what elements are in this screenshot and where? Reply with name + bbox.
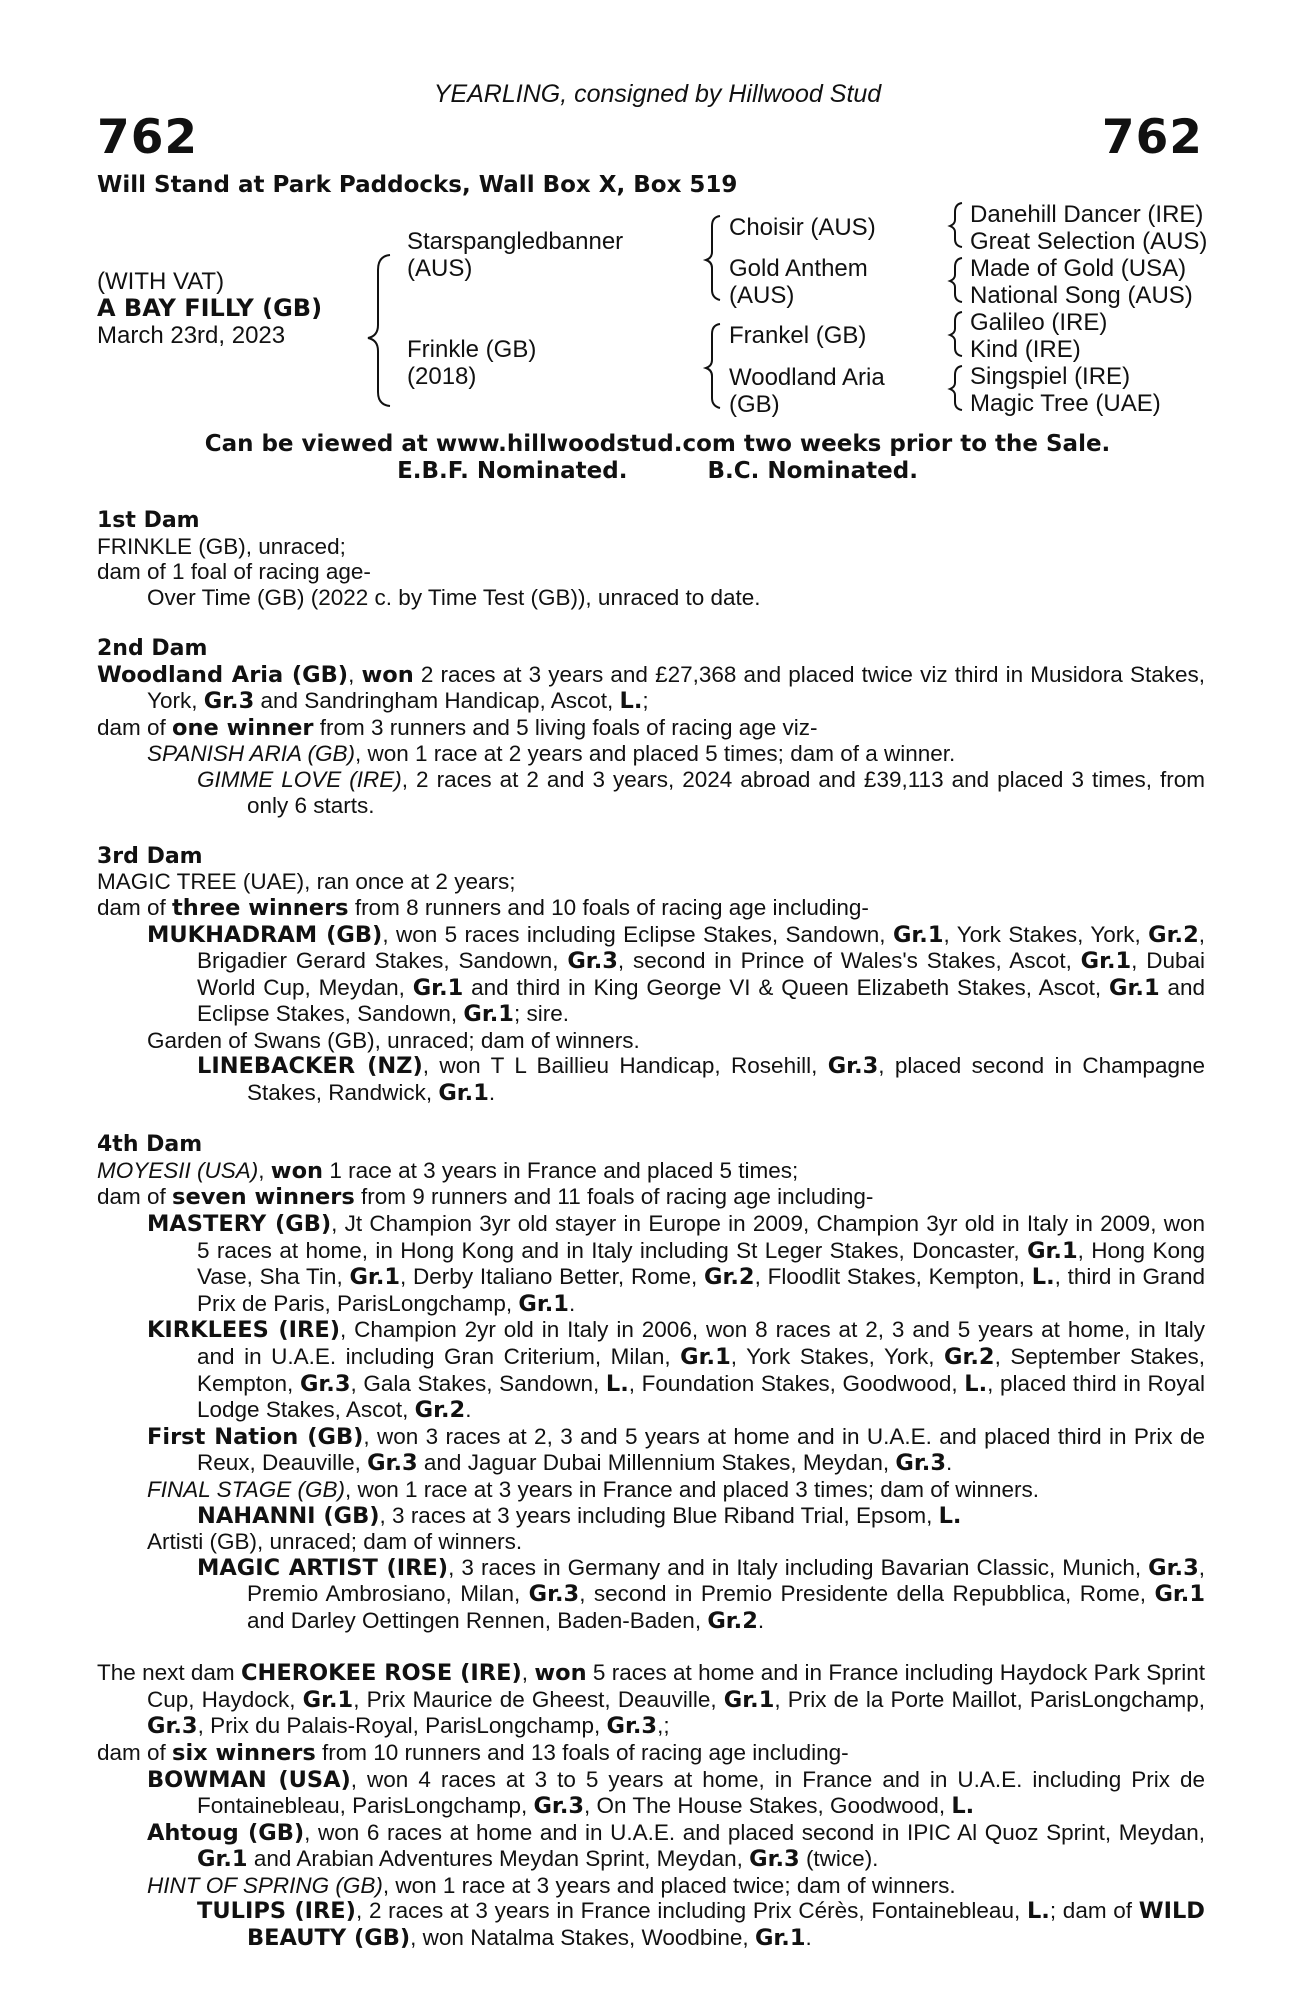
t: and third in King George VI & Queen Elizabeth Stakes, Ascot,: [463, 974, 1110, 1000]
t: , won 1 race at 3 years and placed twice; dam of winners.: [382, 1872, 956, 1898]
t: , won 5 races including Eclipse Stakes, Sandown,: [382, 921, 893, 947]
grade: Gr.2: [414, 1397, 466, 1424]
dam-bold: six winners: [172, 1739, 316, 1766]
bowman-name: BOWMAN (USA): [147, 1766, 351, 1793]
d3-dam-pre: dam of: [97, 894, 173, 920]
mukhadram-name: MUKHADRAM (GB): [147, 921, 383, 948]
d3-dam-of: [97, 895, 1205, 922]
d2-text1: 2 races at 3 years and £27,368 and placed twice viz third in Musidora Stakes, York,: [147, 661, 1205, 714]
grade: Gr.1: [412, 974, 464, 1001]
d3-dam-post: from 8 runners and 10 foals of racing age including-: [348, 894, 869, 920]
horse-name: A BAY FILLY (GB): [97, 294, 323, 322]
cherokee-rose-name: CHEROKEE ROSE (IRE): [240, 1660, 522, 1687]
pedigree-gen3: [970, 201, 1207, 417]
next-tulips: [97, 1898, 1205, 1951]
t: .: [488, 1080, 496, 1106]
d4-magic-artist: [97, 1555, 1205, 1635]
pedigree-ds: Frankel (GB): [729, 322, 867, 349]
grade: Gr.3: [827, 1053, 879, 1080]
sss-name: Danehill Dancer (IRE): [970, 201, 1204, 228]
d1-line1: FRINKLE (GB), unraced;: [97, 533, 346, 559]
grade: Gr.3: [1148, 1554, 1199, 1581]
t: , Prix du Palais-Royal, ParisLongchamp,: [197, 1713, 607, 1739]
grade: Gr.2: [704, 1264, 755, 1291]
t: , Floodlit Stakes, Kempton,: [754, 1264, 1032, 1290]
catalogue-subtitle: YEARLING, consigned by Hillwood Stud: [433, 80, 882, 108]
d4-artisti: Artisti (GB), unraced; dam of winners.: [147, 1529, 523, 1555]
t: , second in Premio Presidente della Repubblica, Rome,: [579, 1581, 1155, 1607]
pedigree-sire: [407, 228, 623, 282]
t: , won 4 races at 3 to 5 years at home, in France and in U.A.E. including Prix de Fontainebleau, ParisLongchamp,: [197, 1766, 1205, 1819]
t: from 9 runners and 11 foals of racing age including-: [354, 1184, 874, 1210]
grade: Gr.1: [1080, 948, 1132, 975]
t: , September Stakes, Kempton,: [197, 1344, 1205, 1396]
t: , won T L Baillieu Handicap, Rosehill,: [422, 1053, 828, 1079]
grade: Gr.1: [1154, 1581, 1205, 1608]
section-title-4th-dam: 4th Dam: [97, 1132, 203, 1158]
grade: L.: [1026, 1898, 1050, 1925]
lot-number-left: 762: [97, 110, 199, 165]
d1-progeny: Over Time (GB) (2022 c. by Time Test (GB)), unraced to date.: [147, 584, 761, 610]
next-dam-record: [97, 1660, 1205, 1740]
dd-name: Woodland Aria: [729, 364, 885, 391]
d2-listed: L.: [619, 688, 643, 715]
hint-of-spring-name: HINT OF SPRING (GB): [147, 1872, 383, 1898]
grade: Gr.1: [1109, 974, 1160, 1001]
grade: Gr.3: [367, 1450, 418, 1477]
ssd-name: Great Selection (AUS): [970, 228, 1208, 255]
grade: Gr.1: [302, 1686, 354, 1713]
grade: Gr.1: [1027, 1237, 1078, 1264]
d2-dam-bold: one winner: [172, 714, 314, 741]
d2-p2-name: GIMME LOVE (IRE): [197, 766, 402, 792]
t: , third in Grand Prix de Paris, ParisLongchamp,: [197, 1264, 1206, 1316]
grade: Gr.3: [895, 1450, 946, 1477]
t: , won 1 race at 3 years in France and placed 3 times; dam of winners.: [344, 1476, 1040, 1502]
t: from 10 runners and 13 foals of racing age including-: [315, 1739, 849, 1765]
grade: Gr.2: [1148, 921, 1199, 948]
sire-country: (AUS): [407, 255, 473, 282]
t: , Brigadier Gerard Stakes, Sandown,: [197, 921, 1205, 974]
sds-name: Made of Gold (USA): [970, 255, 1187, 282]
vat-note: (WITH VAT): [97, 268, 225, 295]
nahanni-name: NAHANNI (GB): [197, 1502, 380, 1529]
t: The next dam: [97, 1660, 241, 1686]
pedigree-dd: [729, 364, 885, 418]
t: , Gala Stakes, Sandown,: [350, 1370, 606, 1396]
t: , won Natalma Stakes, Woodbine,: [410, 1925, 755, 1951]
t: , placed third in Royal Lodge Stakes, Ascot,: [197, 1370, 1205, 1423]
t: ; sire.: [513, 1001, 569, 1027]
grade: Gr.3: [749, 1846, 800, 1873]
d2-dam-pre: dam of: [97, 714, 173, 740]
t: ,: [258, 1157, 271, 1183]
first-nation-name: First Nation (GB): [147, 1423, 364, 1450]
d2-p1-text: , won 1 race at 2 years and placed 5 times; dam of a winner.: [354, 741, 956, 767]
next-dam-of: [97, 1740, 1205, 1767]
t: .: [757, 1607, 765, 1633]
final-stage-name: FINAL STAGE (GB): [147, 1476, 345, 1502]
grade: Gr.2: [707, 1607, 758, 1634]
viewing-note: [0, 431, 1315, 485]
d2-dam-post: from 3 runners and 5 living foals of racing age viz-: [313, 714, 818, 740]
t: , placed second in Champagne Stakes, Randwick,: [247, 1053, 1205, 1106]
grade: L.: [951, 1793, 975, 1820]
t: , Jt Champion 3yr old stayer in Europe in 2009, Champion 3yr old in Italy in 2009, won 5 races at home, in Hong Kong and in Italy including St Leger Stakes, Doncaster,: [197, 1211, 1205, 1263]
mastery-name: MASTERY (GB): [147, 1211, 332, 1238]
kirklees-name: KIRKLEES (IRE): [147, 1317, 340, 1344]
sdd-name: National Song (AUS): [970, 282, 1193, 309]
d4-line1: [97, 1158, 1205, 1185]
t: , 3 races at 3 years including Blue Riband Trial, Epsom,: [379, 1502, 939, 1528]
d2-progeny-2: [97, 767, 1205, 818]
grade: Gr.3: [299, 1370, 351, 1397]
t: , second in Prince of Wales's Stakes, Ascot,: [617, 948, 1081, 974]
t: 1 race at 3 years in France and placed 5 times;: [323, 1157, 799, 1183]
d2-progeny-1: [97, 741, 1205, 767]
t: , York Stakes, York,: [730, 1344, 944, 1369]
grade: Gr.1: [892, 921, 944, 948]
section-title-2nd-dam: 2nd Dam: [97, 635, 208, 661]
nominations: [0, 458, 1315, 485]
d2-p2-text: , 2 races at 2 and 3 years, 2024 abroad and £39,113 and placed 3 times, from only 6 starts.: [247, 766, 1205, 818]
grade: Gr.1: [680, 1344, 731, 1370]
d3-linebacker: [97, 1053, 1205, 1106]
t: dam of: [97, 1184, 173, 1210]
grade: Gr.3: [528, 1581, 580, 1608]
dd-country: (GB): [729, 391, 780, 418]
t: , On The House Stakes, Goodwood,: [584, 1793, 952, 1819]
dss-name: Galileo (IRE): [970, 309, 1108, 336]
section-title-1st-dam: 1st Dam: [97, 508, 200, 533]
t: , 3 races in Germany and in Italy including Bavarian Classic, Munich,: [448, 1554, 1149, 1580]
grade: Gr.3: [533, 1793, 585, 1820]
t: .: [465, 1397, 472, 1423]
t: ,;: [657, 1713, 670, 1739]
t: , won 6 races at home and in U.A.E. and placed second in IPIC Al Quoz Sprint, Meydan,: [304, 1819, 1205, 1845]
d2-dam-of: [97, 715, 1205, 742]
d4-final-stage: [97, 1477, 1205, 1503]
grade: Gr.3: [147, 1713, 198, 1740]
t: , York Stakes, York,: [943, 921, 1149, 947]
grade: L.: [605, 1370, 629, 1397]
ddd-name: Magic Tree (UAE): [970, 390, 1161, 417]
grade: L.: [938, 1502, 962, 1529]
t: , Prix Maurice de Gheest, Deauville,: [353, 1686, 724, 1712]
grade: Gr.3: [606, 1713, 658, 1740]
dds-name: Singspiel (IRE): [970, 363, 1131, 390]
t: , Premio Ambrosiano, Milan,: [247, 1554, 1205, 1607]
t: .: [568, 1290, 576, 1316]
d4-nahanni: [97, 1503, 1205, 1530]
d4-kirklees: [97, 1317, 1205, 1423]
sd-country: (AUS): [729, 282, 795, 309]
d1-line2: dam of 1 foal of racing age-: [97, 559, 371, 585]
t: 5 races at home and in France including Haydock Park Sprint Cup, Haydock,: [147, 1660, 1205, 1712]
viewing-line: Can be viewed at www.hillwoodstud.com two weeks prior to the Sale.: [204, 431, 1111, 457]
t: (twice).: [799, 1846, 879, 1872]
grade: Gr.1: [438, 1080, 489, 1107]
pedigree-ss: Choisir (AUS): [729, 214, 876, 241]
grade: Gr.2: [944, 1344, 995, 1370]
pedigree-sd: [729, 255, 868, 309]
t: and Eclipse Stakes, Sandown,: [197, 974, 1205, 1027]
dam-bold: seven winners: [172, 1184, 355, 1211]
d2-p1-name: SPANISH ARIA (GB): [147, 741, 355, 767]
d2-g3: Gr.3: [203, 688, 255, 715]
d3-line1: MAGIC TREE (UAE), ran once at 2 years;: [97, 869, 516, 895]
d2-record: Woodland Aria (GB), won 2 races at 3 years and £27,368 and placed twice viz third in Musidora Stakes, York, Gr.3 and Sandringham Handicap, Ascot, L.;: [97, 661, 1205, 715]
t: , Foundation Stakes, Goodwood,: [628, 1370, 965, 1396]
d3-mukhadram: [97, 922, 1205, 1028]
grade: Gr.1: [463, 1001, 514, 1028]
grade: Gr.1: [754, 1925, 806, 1952]
d2-won: won: [361, 661, 414, 688]
t: and Darley Oettingen Rennen, Baden-Baden,: [247, 1607, 708, 1633]
grade: L.: [964, 1370, 988, 1397]
d4-dam-of: [97, 1184, 1205, 1211]
d3-garden-of-swans: Garden of Swans (GB), unraced; dam of winners.: [147, 1027, 640, 1053]
wild-beauty-name: WILD BEAUTY (GB): [247, 1898, 1205, 1952]
pedigree-dam: [407, 336, 536, 390]
next-ahtoug: [97, 1820, 1205, 1873]
t: , Hong Kong Vase, Sha Tin,: [197, 1237, 1205, 1290]
d3-dam-bold: three winners: [172, 894, 349, 921]
grade: Gr.1: [723, 1686, 775, 1713]
t: and Jaguar Dubai Millennium Stakes, Meydan,: [417, 1450, 896, 1476]
t: , Champion 2yr old in Italy in 2006, won 8 races at 2, 3 and 5 years at home, in Italy and in U.A.E. including Gran Criterium, Milan,: [197, 1317, 1205, 1369]
next-bowman: [97, 1767, 1205, 1820]
t: ,: [521, 1660, 535, 1686]
section-title-3rd-dam: 3rd Dam: [97, 843, 203, 869]
t: .: [945, 1450, 953, 1476]
t: ; dam of: [1049, 1898, 1139, 1924]
t: and Arabian Adventures Meydan Sprint, Meydan,: [247, 1846, 750, 1872]
dsd-name: Kind (IRE): [970, 336, 1081, 363]
t: dam of: [97, 1739, 173, 1765]
next-hint-of-spring: [97, 1873, 1205, 1899]
tulips-name: TULIPS (IRE): [197, 1898, 356, 1925]
magic-artist-name: MAGIC ARTIST (IRE): [197, 1554, 449, 1581]
won: won: [534, 1660, 587, 1687]
ebf-nominated: E.B.F. Nominated.: [397, 458, 628, 484]
sire-name: Starspangledbanner: [407, 228, 624, 255]
linebacker-name: LINEBACKER (NZ): [197, 1053, 423, 1080]
d2-text3: ;: [642, 688, 649, 714]
d2-name: Woodland Aria (GB): [97, 661, 349, 688]
grade: Gr.3: [567, 948, 618, 975]
dam-name: Frinkle (GB): [407, 336, 537, 363]
t: , Dubai World Cup, Meydan,: [197, 948, 1205, 1000]
sd-name: Gold Anthem: [729, 255, 868, 282]
ahtoug-name: Ahtoug (GB): [147, 1819, 305, 1846]
grade: Gr.1: [349, 1264, 401, 1291]
grade: Gr.1: [197, 1846, 248, 1873]
t: , won 3 races at 2, 3 and 5 years at home and in U.A.E. and placed third in Prix de Reux, Deauville,: [197, 1423, 1205, 1476]
grade: L.: [1031, 1264, 1055, 1291]
t: , Derby Italiano Better, Rome,: [400, 1264, 704, 1290]
d2-text2: and Sandringham Handicap, Ascot,: [254, 688, 620, 714]
t: .: [805, 1925, 812, 1951]
grade: Gr.1: [518, 1290, 569, 1317]
pedigree-notes: [97, 508, 1205, 1952]
foaling-date: March 23rd, 2023: [97, 322, 286, 349]
d4-first-nation: [97, 1424, 1205, 1477]
t: , Prix de la Porte Maillot, ParisLongchamp,: [774, 1686, 1205, 1712]
moyesii-name: MOYESII (USA): [97, 1157, 259, 1183]
d4-mastery: [97, 1211, 1205, 1317]
t: , 2 races at 3 years in France including Prix Cérès, Fontainebleau,: [355, 1898, 1027, 1924]
won: won: [270, 1157, 324, 1184]
lot-number-right: 762: [1101, 110, 1203, 165]
stand-location: Will Stand at Park Paddocks, Wall Box X, Box 519: [97, 172, 738, 198]
bc-nominated: B.C. Nominated.: [707, 458, 918, 484]
dam-year: (2018): [407, 363, 477, 390]
